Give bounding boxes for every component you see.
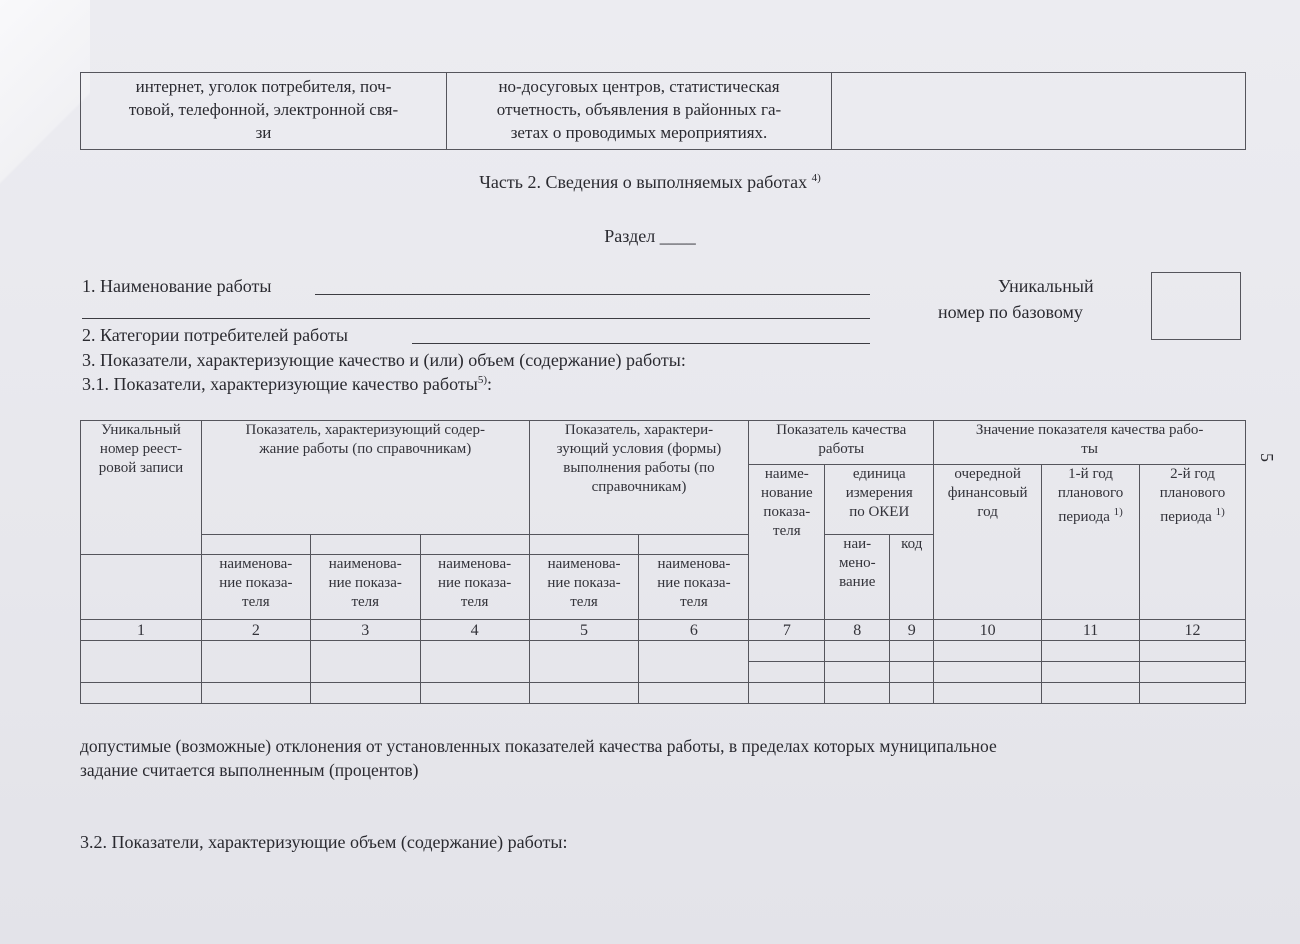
header-indicator-name-col4 <box>420 555 529 620</box>
column-number: 4 <box>420 620 529 641</box>
text-line: справочникам) <box>591 479 687 495</box>
table-cell[interactable] <box>201 683 310 704</box>
column-number: 5 <box>529 620 639 641</box>
table-cell[interactable] <box>890 662 934 683</box>
text-line: периода <box>1058 509 1110 525</box>
quality-indicators-table <box>80 420 1246 704</box>
header-next-fiscal-year <box>934 465 1042 620</box>
continuation-table <box>80 72 1246 150</box>
empty-header-cell <box>420 535 529 555</box>
footnote-ref: 1) <box>1215 506 1225 518</box>
text-line: теля <box>351 594 380 610</box>
header-indicator-name-col3 <box>310 555 420 620</box>
text-line: наиме- <box>764 466 809 482</box>
continuation-cell-2 <box>447 73 832 150</box>
text-line: ние показа- <box>328 575 402 591</box>
quality-indicators-text: 3.1. Показатели, характеризующие качество работы <box>82 374 478 394</box>
table-cell[interactable] <box>890 683 934 704</box>
text-line: очередной <box>954 466 1021 482</box>
table-cell[interactable] <box>201 641 310 683</box>
column-number: 9 <box>890 620 934 641</box>
header-quality-value <box>934 421 1246 465</box>
part-title <box>0 172 1300 193</box>
table-cell[interactable] <box>934 683 1042 704</box>
table-cell[interactable] <box>1042 641 1140 662</box>
text-line: зетах о проводимых мероприятиях. <box>510 123 768 142</box>
column-number: 8 <box>825 620 890 641</box>
colon: : <box>486 374 492 394</box>
column-number: 1 <box>81 620 202 641</box>
text-line: периода <box>1160 509 1212 525</box>
header-unique-record <box>81 421 202 555</box>
paper-fold <box>0 0 90 240</box>
text-line: отчетность, объявления в районных га- <box>496 100 782 119</box>
table-cell[interactable] <box>1042 683 1140 704</box>
header-conditions-indicator <box>529 421 749 535</box>
empty-header-cell <box>639 535 749 555</box>
text-line: номер реест- <box>99 441 182 457</box>
text-line: теля <box>680 594 708 610</box>
quality-indicators-heading <box>82 374 492 395</box>
column-number: 10 <box>934 620 1042 641</box>
text-line: мено- <box>838 555 876 571</box>
text-line: теля <box>460 594 489 610</box>
text-line: ровой записи <box>98 460 184 476</box>
column-number: 2 <box>201 620 310 641</box>
table-cell[interactable] <box>639 683 749 704</box>
volume-indicators-heading: 3.2. Показатели, характеризующие объем (содержание) работы: <box>80 832 568 852</box>
section-label: Раздел ____ <box>604 226 696 246</box>
header-first-planning-year <box>1042 465 1140 620</box>
text-line: Уникальный <box>101 422 181 438</box>
text-line: Показатель качества <box>776 422 907 438</box>
text-line: интернет, уголок потребителя, поч- <box>135 77 392 96</box>
text-line: нование <box>760 485 813 501</box>
text-line: наименова- <box>328 556 402 572</box>
footnote-ref: 5) <box>477 374 487 386</box>
text-line: Показатель, характери- <box>564 422 714 438</box>
consumer-categories-field[interactable] <box>412 343 870 344</box>
column-number: 3 <box>310 620 420 641</box>
text-line: наименова- <box>657 556 731 572</box>
text-line: финансовый <box>947 485 1028 501</box>
text-line: товой, телефонной, электронной свя- <box>128 100 399 119</box>
work-name-field-line2[interactable] <box>82 318 870 319</box>
text-line: наи- <box>843 536 872 552</box>
text-line: планового <box>1159 485 1226 501</box>
table-cell[interactable] <box>749 683 825 704</box>
consumer-categories-label: 2. Категории потребителей работы <box>82 325 348 345</box>
table-cell[interactable] <box>749 641 825 662</box>
deviation-text-line1: допустимые (возможные) отклонения от установленных показателей качества работы, в пределах которых муниципальное <box>80 736 997 756</box>
empty-header-cell <box>310 535 420 555</box>
header-content-indicator <box>201 421 529 535</box>
table-cell[interactable] <box>310 683 420 704</box>
table-cell[interactable] <box>1140 683 1246 704</box>
table-cell[interactable] <box>1140 662 1246 683</box>
text-line: планового <box>1057 485 1124 501</box>
text-line: единица <box>852 466 906 482</box>
text-line: зи <box>255 123 272 142</box>
header-indicator-name-col5 <box>529 555 639 620</box>
text-line: 1-й год <box>1068 466 1113 482</box>
unique-number-box[interactable] <box>1151 272 1241 340</box>
text-line: теля <box>570 594 598 610</box>
table-cell[interactable] <box>934 641 1042 662</box>
header-unit-okei <box>825 465 934 535</box>
column-number: 7 <box>749 620 825 641</box>
text-line: ние показа- <box>437 575 512 591</box>
text-line: жание работы (по справочникам) <box>259 441 472 457</box>
header-indicator-name <box>749 465 825 620</box>
empty-header-cell <box>201 535 310 555</box>
column-number-row <box>81 620 1246 641</box>
unique-number-label-line2: номер по базовому <box>938 302 1083 322</box>
header-second-planning-year <box>1140 465 1246 620</box>
text-line: Значение показателя качества рабо- <box>975 422 1204 438</box>
table-row <box>81 683 1246 704</box>
text-line: год <box>977 504 998 520</box>
part-title-text: Часть 2. Сведения о выполняемых работах <box>479 172 808 192</box>
table-cell[interactable] <box>825 641 890 662</box>
text-line: показа- <box>763 504 811 520</box>
footnote-ref: 1) <box>1113 506 1123 518</box>
text-line: ты <box>1081 441 1098 457</box>
table-cell[interactable] <box>825 662 890 683</box>
column-number: 12 <box>1140 620 1246 641</box>
text-line: вание <box>839 574 876 590</box>
text-line: зующий условия (формы) <box>556 441 722 457</box>
text-line: ние показа- <box>657 575 731 591</box>
text-line: ние показа- <box>219 575 293 591</box>
table-cell[interactable] <box>81 683 202 704</box>
header-quality-indicator <box>749 421 934 465</box>
header-indicator-name-col6 <box>639 555 749 620</box>
text-line: наименова- <box>219 556 293 572</box>
table-cell[interactable] <box>420 641 529 683</box>
text-line: измерения <box>845 485 913 501</box>
footnote-ref: 4) <box>811 172 821 184</box>
text-line: теля <box>773 523 801 539</box>
page-number: 5 <box>1257 453 1277 462</box>
table-cell[interactable] <box>825 683 890 704</box>
continuation-cell-1 <box>81 73 447 150</box>
work-name-label: 1. Наименование работы <box>82 276 272 296</box>
table-cell[interactable] <box>1042 662 1140 683</box>
table-cell[interactable] <box>934 662 1042 683</box>
empty-header-cell <box>81 555 202 620</box>
text-line: Показатель, характеризующий содер- <box>245 422 485 438</box>
table-cell[interactable] <box>890 641 934 662</box>
text-line: наименова- <box>547 556 621 572</box>
column-number: 11 <box>1042 620 1140 641</box>
text-line: наименова- <box>438 556 512 572</box>
table-row <box>81 641 1246 662</box>
table-cell[interactable] <box>1140 641 1246 662</box>
continuation-cell-3 <box>832 73 1246 150</box>
table-cell[interactable] <box>420 683 529 704</box>
text-line: работы <box>818 441 865 457</box>
table-cell[interactable] <box>749 662 825 683</box>
work-name-field[interactable] <box>315 294 870 295</box>
header-indicator-name-col2 <box>201 555 310 620</box>
text-line: теля <box>242 594 270 610</box>
table-cell[interactable] <box>81 641 202 683</box>
table-cell[interactable] <box>529 683 639 704</box>
indicators-heading: 3. Показатели, характеризующие качество и (или) объем (содержание) работы: <box>82 350 686 370</box>
text-line: выполнения работы (по <box>563 460 715 476</box>
text-line: но-досуговых центров, статистическая <box>498 77 780 96</box>
table-cell[interactable] <box>639 641 749 683</box>
unique-number-label-line1: Уникальный <box>998 276 1094 296</box>
empty-header-cell <box>529 535 639 555</box>
text-line: 2-й год <box>1170 466 1215 482</box>
column-number: 6 <box>639 620 749 641</box>
deviation-text-line2: задание считается выполненным (процентов) <box>80 760 419 780</box>
text-line: по ОКЕИ <box>849 504 910 520</box>
header-unit-name <box>825 535 890 620</box>
header-unit-code: код <box>890 535 934 620</box>
table-cell[interactable] <box>529 641 639 683</box>
text-line: ние показа- <box>547 575 621 591</box>
table-cell[interactable] <box>310 641 420 683</box>
